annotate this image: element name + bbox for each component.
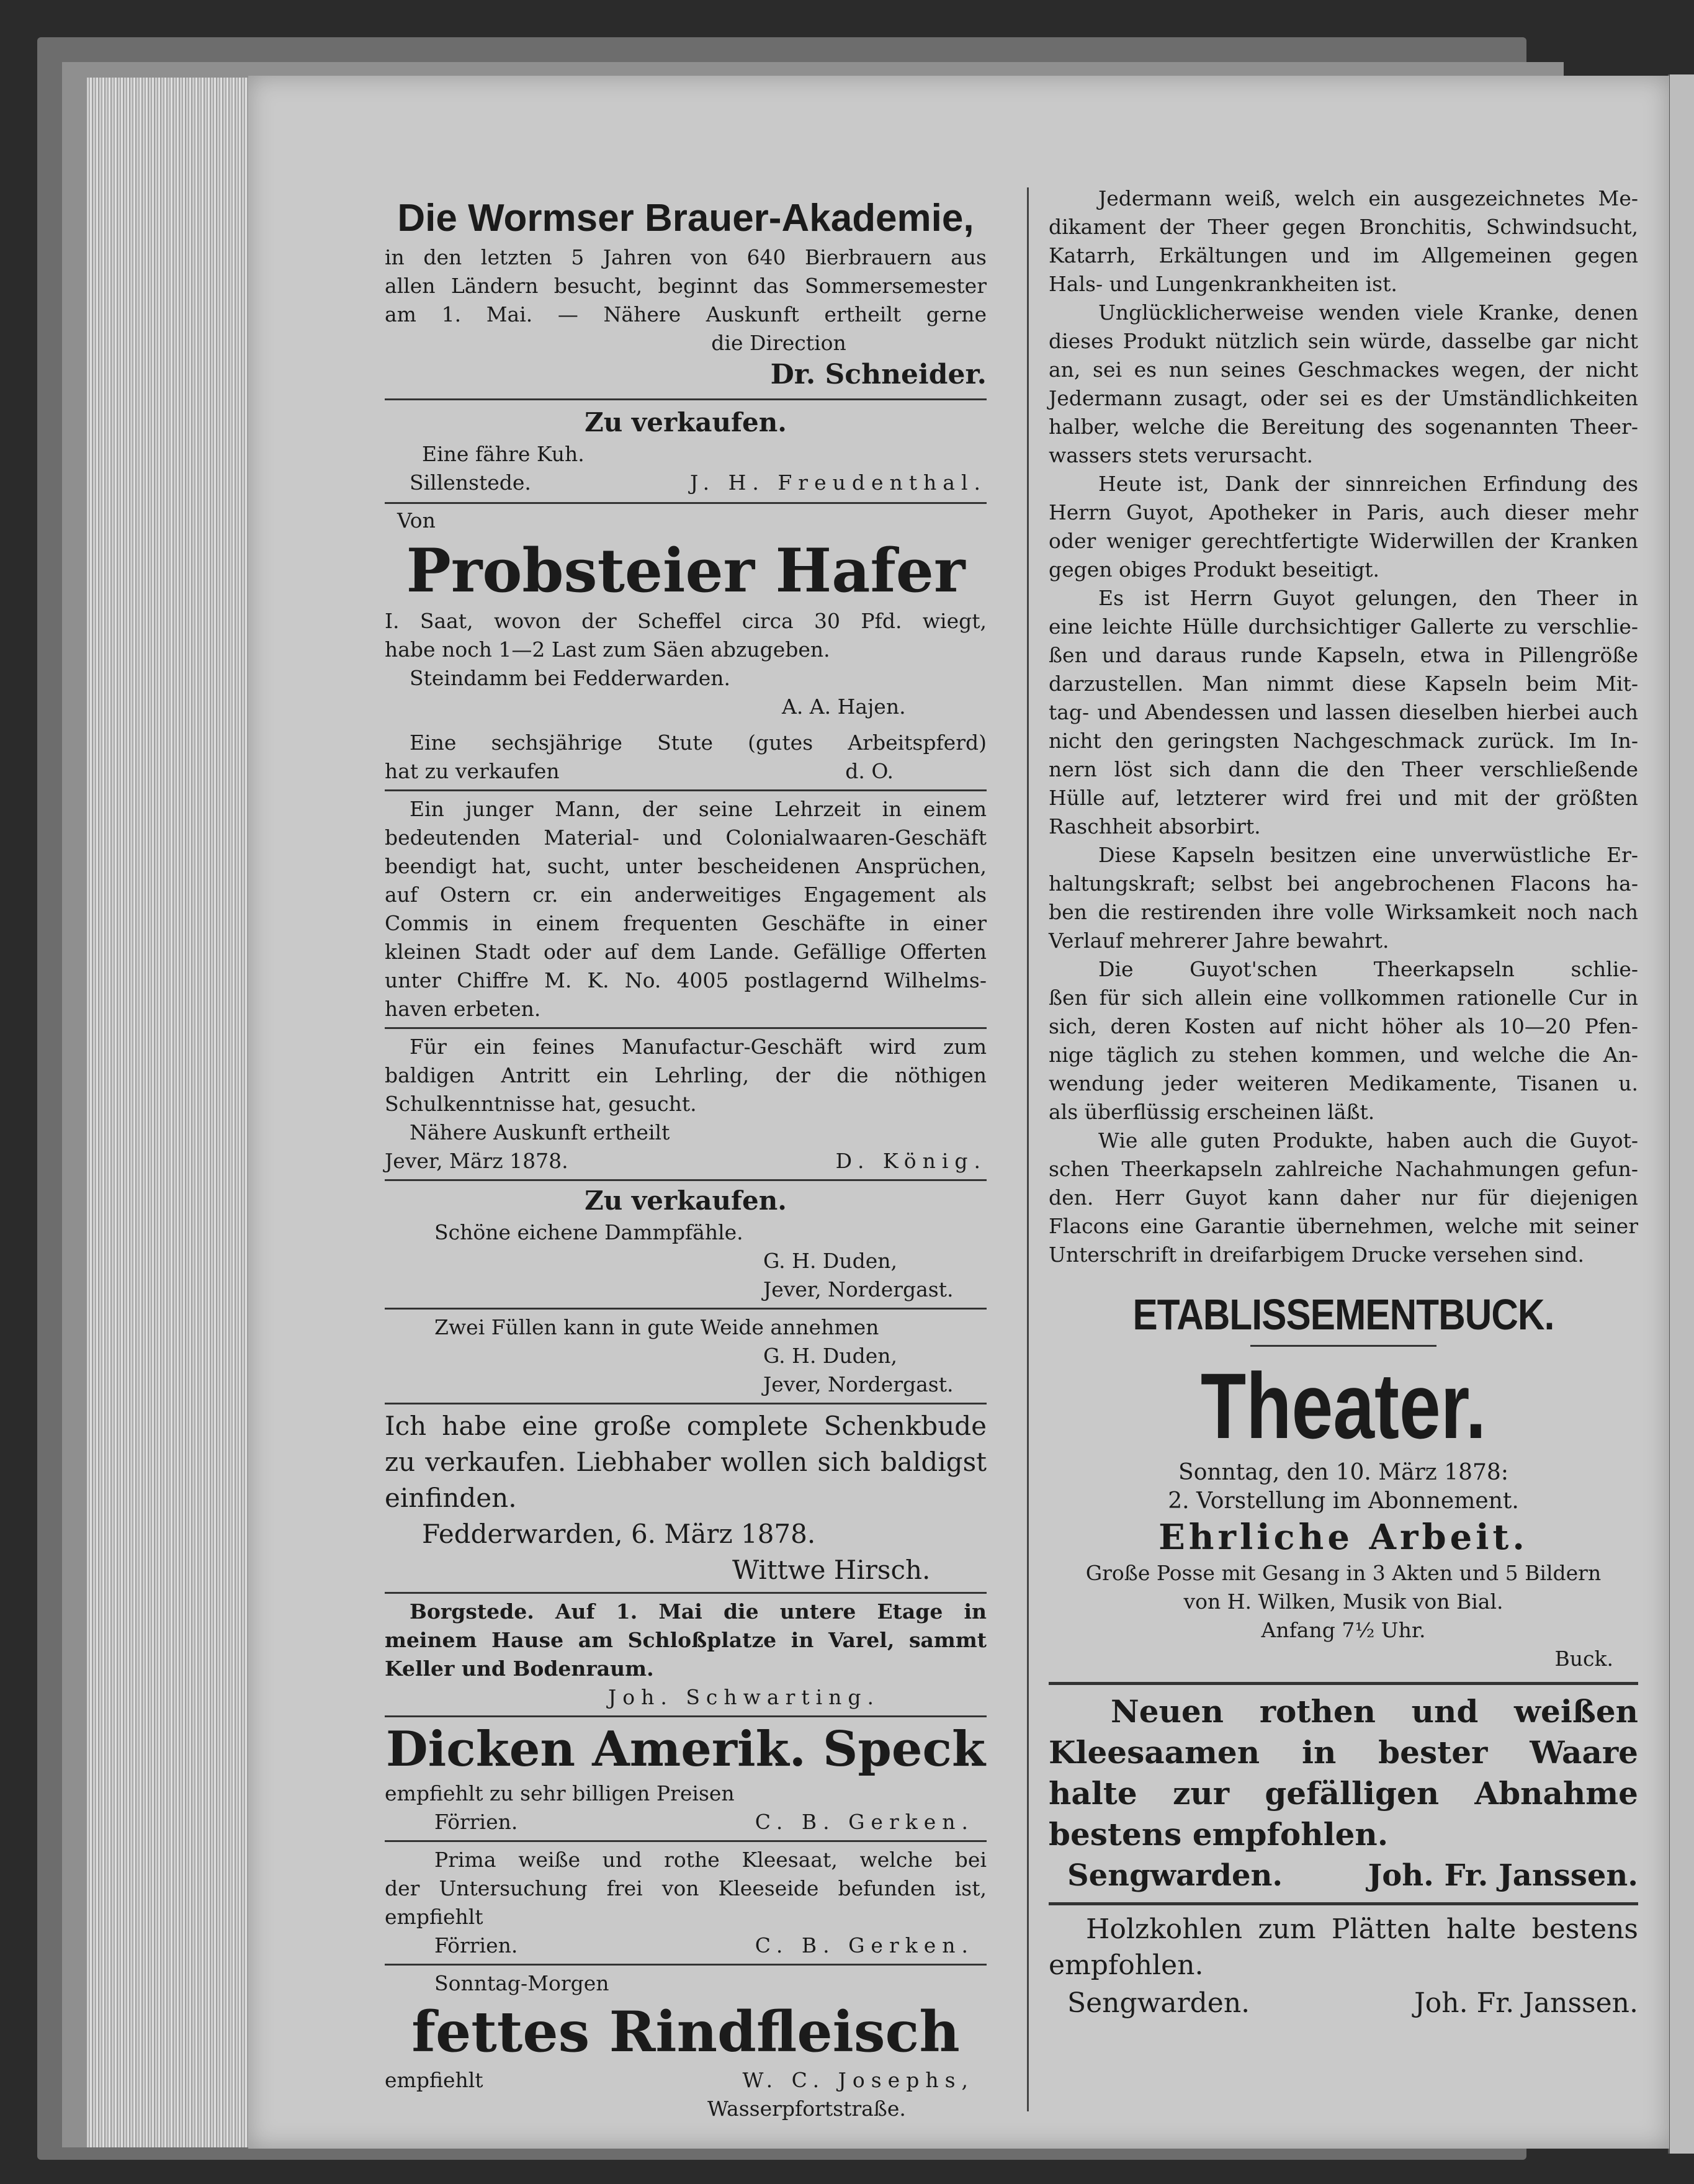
- ad-place: Sillenstede.: [410, 470, 531, 495]
- ad-separator: [385, 789, 987, 791]
- ad-line: am 1. Mai. — Nähere Auskunft ertheilt gerne: [385, 302, 987, 326]
- text-line: dikament der Theer gegen Bronchitis, Schwindsucht,: [1049, 215, 1638, 239]
- text-line: Es ist Herrn Guyot gelungen, den Theer in: [1098, 586, 1638, 610]
- ad-sign-row: [1049, 1984, 1638, 2023]
- ad-stute: [385, 729, 987, 786]
- ad-sign-row: [385, 469, 987, 497]
- theater-start: Anfang 7½ Uhr.: [1261, 1618, 1426, 1642]
- ad-title: Die Wormser Brauer-Akademie,: [397, 197, 974, 240]
- ad-separator: [385, 1027, 987, 1029]
- ad-line: Borgstede. Auf 1. Mai die untere Etage in: [410, 1599, 987, 1624]
- ad-line: Holzkohlen zum Plätten halte bestens: [1086, 1913, 1638, 1945]
- ad-line: I. Saat, wovon der Scheffel circa 30 Pfd. wiegt,: [385, 609, 987, 633]
- text-line: halber, welche die Bereitung des sogenannten Theer-: [1049, 415, 1638, 439]
- text-line: Die Guyot'schen Theerkapseln schlie-: [1098, 957, 1638, 981]
- page-edges: [87, 78, 248, 2147]
- ad-heading: Zu verkaufen.: [585, 1185, 787, 1216]
- ad-line: hat zu verkaufen: [385, 759, 560, 783]
- ad-sign-row: [385, 757, 987, 786]
- ad-separator: [385, 1715, 987, 1717]
- ad-heading: Zu verkaufen.: [585, 407, 787, 438]
- text-line: wendung jeder weiteren Medikamente, Tisanen u.: [1049, 1071, 1638, 1095]
- ad-sign-row: [385, 1808, 987, 1836]
- ad-name: D. König.: [835, 1149, 987, 1173]
- theater-desc: Große Posse mit Gesang in 3 Akten und 5 Bildern: [1085, 1561, 1602, 1585]
- ad-place: Steindamm bei Fedderwarden.: [410, 666, 731, 690]
- ad-fuellen: [385, 1313, 987, 1399]
- text-line: sich, deren Kosten auf nicht höher als 10—20 Pfen-: [1049, 1014, 1638, 1038]
- ad-schenkbude: [385, 1408, 987, 1588]
- text-line: Katarrh, Erkältungen und im Allgemeinen gegen: [1049, 243, 1638, 267]
- ad-dammpfaehle: [385, 1184, 987, 1304]
- ad-line: empfohlen.: [1049, 1949, 1204, 1981]
- text-line: gegen obiges Produkt beseitigt.: [1049, 557, 1380, 582]
- text-line: Herrn Guyot, Apotheker in Paris, auch dieser mehr: [1049, 500, 1638, 524]
- ad-street: Wasserpfortstraße.: [707, 2096, 906, 2121]
- ad-holzkohlen: [1049, 1912, 1638, 2023]
- ad-place: Förrien.: [434, 1933, 518, 1957]
- ad-kleesaat: [385, 1846, 987, 1960]
- ad-name: A. A. Hajen.: [782, 694, 906, 719]
- ad-line: Commis in einem frequenten Geschäfte in einer: [385, 911, 987, 935]
- ad-line: bedeutenden Material- und Colonialwaaren-Geschäft: [385, 825, 987, 850]
- text-line: haltungskraft; selbst bei angebrochenen Flacons ha-: [1049, 871, 1638, 896]
- ad-title: fettes Rindfleisch: [411, 1999, 960, 2065]
- theater-date: Sonntag, den 10. März 1878:: [1178, 1460, 1508, 1485]
- ad-von: Von: [397, 508, 436, 533]
- theater-banner: ETABLISSEMENTBUCK.: [1132, 1290, 1554, 1339]
- ad-name: G. H. Duden,: [763, 1344, 898, 1368]
- ad-line: meinem Hause am Schloßplatze in Varel, sammt: [385, 1628, 987, 1652]
- ad-intro: Sonntag-Morgen: [434, 1971, 609, 1995]
- ad-name: Joh. Fr. Janssen.: [1368, 1858, 1638, 1893]
- ad-manufactur: [385, 1033, 987, 1175]
- ad-place: Sengwarden.: [1067, 1987, 1250, 2019]
- ad-sign-row: [1049, 1855, 1638, 1896]
- theater-play: Ehrliche Arbeit.: [1158, 1517, 1528, 1558]
- text-line: nern löst sich dann die den Theer verschließende: [1049, 757, 1638, 781]
- ad-sign-row: [385, 2066, 987, 2095]
- ad-junger-mann: [385, 795, 987, 1023]
- theater-title: Theater.: [1200, 1354, 1487, 1458]
- text-line: ßen und daraus runde Kapseln, etwa in Pillengröße: [1049, 643, 1638, 667]
- text-line: wassers stets verursacht.: [1049, 443, 1314, 467]
- ad-line: in den letzten 5 Jahren von 640 Bierbrauern aus: [385, 245, 987, 269]
- ad-line: der Untersuchung frei von Kleeseide befunden ist,: [385, 1876, 987, 1900]
- ad-line: Ein junger Mann, der seine Lehrzeit in einem: [410, 797, 987, 821]
- text-line: ßen für sich allein eine vollkommen rationelle Cur in: [1049, 986, 1638, 1010]
- ad-place: Sengwarden.: [1067, 1858, 1283, 1893]
- text-line: Unterschrift in dreifarbigem Drucke versehen sind.: [1049, 1243, 1584, 1267]
- ad-name: C. B. Gerken.: [755, 1933, 974, 1957]
- text-line: schen Theerkapseln zahlreiche Nachahmungen gefun-: [1049, 1157, 1638, 1181]
- ad-line: habe noch 1—2 Last zum Säen abzugeben.: [385, 637, 830, 662]
- text-line: Verlauf mehrerer Jahre bewahrt.: [1049, 928, 1389, 953]
- ad-kuh: [385, 405, 987, 497]
- text-line: Unglücklicherweise wenden viele Kranke, denen: [1098, 300, 1638, 325]
- ad-sign: d. O.: [845, 759, 894, 783]
- ad-kleesamen: [1049, 1691, 1638, 1896]
- ad-line: auf Ostern cr. ein anderweitiges Engagement als: [385, 883, 987, 907]
- theater-sign: Buck.: [1554, 1647, 1613, 1671]
- ad-etage: [385, 1598, 987, 1712]
- ad-signature: Dr. Schneider.: [770, 359, 987, 390]
- ad-line: empfiehlt: [385, 1905, 483, 1929]
- ad-line: Für ein feines Manufactur-Geschäft wird zum: [410, 1035, 987, 1059]
- ad-separator: [385, 1308, 987, 1310]
- ad-line: allen Ländern besucht, beginnt das Sommersemester: [385, 274, 987, 298]
- ad-line: halte zur gefälligen Abnahme: [1049, 1775, 1638, 1812]
- ad-item: Schöne eichene Dammpfähle.: [434, 1220, 743, 1244]
- text-line: Diese Kapseln besitzen eine unverwüstliche Er-: [1098, 843, 1638, 867]
- text-line: dieses Produkt nützlich sein würde, dasselbe gar nicht: [1049, 329, 1638, 353]
- ad-line: beendigt hat, sucht, unter bescheidenen Ansprüchen,: [385, 854, 987, 878]
- text-line: Hals- und Lungenkrankheiten ist.: [1049, 272, 1397, 296]
- ad-line: Eine sechsjährige Stute (gutes Arbeitspferd): [410, 730, 987, 755]
- text-line: nige täglich zu stehen kommen, und welche die An-: [1049, 1043, 1638, 1067]
- ad-separator: [385, 398, 987, 400]
- text-line: nicht den geringsten Nachgeschmack zurück. Im In-: [1049, 729, 1638, 753]
- ad-line: unter Chiffre M. K. No. 4005 postlagernd Wilhelms-: [385, 968, 987, 992]
- right-column: [1049, 184, 1638, 2023]
- ad-line: bestens empfohlen.: [1049, 1816, 1389, 1853]
- ad-line: haven erbeten.: [385, 997, 541, 1021]
- column-divider: [1027, 187, 1029, 2111]
- ad-name: G. H. Duden,: [763, 1249, 898, 1273]
- text-line: an, sei es nun seines Geschmackes wegen, der nicht: [1049, 357, 1638, 382]
- ad-direction: die Direction: [711, 331, 846, 355]
- banner-underline: [1250, 1345, 1436, 1347]
- ad-separator: [385, 1964, 987, 1966]
- text-line: Wie alle guten Produkte, haben auch die Guyot-: [1098, 1128, 1638, 1153]
- ad-name: Wittwe Hirsch.: [732, 1555, 931, 1585]
- ad-name: C. B. Gerken.: [755, 1810, 974, 1834]
- ad-name: J. H. Freudenthal.: [690, 470, 987, 495]
- ad-separator: [385, 1592, 987, 1594]
- text-line: Heute ist, Dank der sinnreichen Erfindung des: [1098, 472, 1638, 496]
- ad-place: Jever, Nordergast.: [763, 1372, 954, 1396]
- theater-desc: von H. Wilken, Musik von Bial.: [1183, 1589, 1504, 1614]
- text-line: als überflüssig erscheinen läßt.: [1049, 1100, 1375, 1124]
- ad-line: empfiehlt: [385, 2068, 483, 2092]
- ad-line: Nähere Auskunft ertheilt: [410, 1120, 670, 1144]
- ad-line: Neuen rothen und weißen: [1111, 1693, 1638, 1730]
- ad-separator: [1049, 1682, 1638, 1685]
- ad-line: kleinen Stadt oder auf dem Lande. Gefällige Offerten: [385, 940, 987, 964]
- text-line: den. Herr Guyot kann daher nur für diejenigen: [1049, 1185, 1638, 1210]
- text-line: darzustellen. Man nimmt diese Kapseln beim Mit-: [1049, 672, 1638, 696]
- ad-line: Kleesaamen in bester Waare: [1049, 1734, 1638, 1771]
- newspaper-page: [248, 76, 1669, 2149]
- text-line: Raschheit absorbirt.: [1049, 814, 1261, 838]
- ad-rindfleisch: [385, 1969, 987, 2123]
- ad-probsteier-hafer: [385, 506, 987, 721]
- ad-name: Joh. Fr. Janssen.: [1414, 1987, 1638, 2019]
- ad-place: Jever, Nordergast.: [763, 1277, 954, 1301]
- ad-place: Jever, März 1878.: [385, 1149, 568, 1173]
- ad-line: Zwei Füllen kann in gute Weide annehmen: [434, 1315, 879, 1339]
- ad-separator: [385, 1179, 987, 1181]
- left-column: [385, 194, 987, 2123]
- ad-line: zu verkaufen. Liebhaber wollen sich baldigst: [385, 1447, 987, 1477]
- text-line: tag- und Abendessen und lassen dieselben hierbei auch: [1049, 700, 1638, 724]
- text-line: Jedermann zusagt, oder sei es der Umständlichkeiten: [1049, 386, 1638, 410]
- ad-title: Probsteier Hafer: [406, 536, 966, 606]
- ad-place: Fedderwarden, 6. März 1878.: [422, 1519, 816, 1549]
- ad-separator: [1049, 1902, 1638, 1905]
- text-line: Jedermann weiß, welch ein ausgezeichnetes Me-: [1098, 186, 1638, 210]
- ad-brauer-akademie: [385, 194, 987, 392]
- ad-line: baldigen Antritt ein Lehrling, der die nöthigen: [385, 1063, 987, 1087]
- ad-item: Eine fähre Kuh.: [422, 442, 585, 466]
- ad-separator: [385, 502, 987, 504]
- ad-name: Joh. Schwarting.: [608, 1685, 881, 1709]
- ad-speck: [385, 1720, 987, 1836]
- text-line: Hülle auf, letzterer wird frei und mit der größten: [1049, 786, 1638, 810]
- ad-place: Förrien.: [434, 1810, 518, 1834]
- text-line: eine leichte Hülle durchsichtiger Gallerte zu verschlie-: [1049, 614, 1638, 639]
- ad-sign-row: [385, 1931, 987, 1960]
- text-line: ben die restirenden ihre volle Wirksamkeit noch nach: [1049, 900, 1638, 924]
- ad-name: W. C. Josephs,: [742, 2068, 974, 2092]
- ad-separator: [385, 1403, 987, 1404]
- ad-line: Prima weiße und rothe Kleesaat, welche bei: [434, 1848, 987, 1872]
- next-page-edge: [1668, 74, 1694, 2154]
- ad-title: Dicken Amerik. Speck: [385, 1721, 986, 1777]
- ad-line: einfinden.: [385, 1483, 517, 1513]
- ad-theerkapseln: [1049, 184, 1638, 1269]
- ad-theater: [1049, 1288, 1638, 1673]
- text-line: oder weniger gerechtfertigte Widerwillen der Kranken: [1049, 529, 1638, 553]
- ad-line: empfiehlt zu sehr billigen Preisen: [385, 1781, 735, 1805]
- ad-line: Schulkenntnisse hat, gesucht.: [385, 1092, 697, 1116]
- ad-sign-row: [385, 1147, 987, 1175]
- theater-vorstellung: 2. Vorstellung im Abonnement.: [1168, 1488, 1519, 1514]
- ad-separator: [385, 1840, 987, 1842]
- text-line: Flacons eine Garantie übernehmen, welche mit seiner: [1049, 1214, 1638, 1238]
- ad-line: Ich habe eine große complete Schenkbude: [385, 1411, 987, 1441]
- ad-line: Keller und Bodenraum.: [385, 1656, 654, 1681]
